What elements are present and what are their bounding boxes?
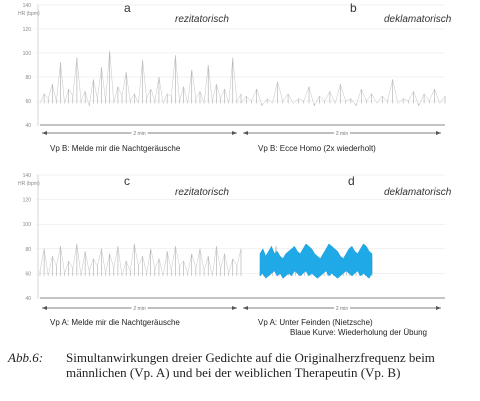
- panel-d-duration-arrowhead-left: [243, 306, 248, 310]
- panel-c-ytick-120: 120: [22, 197, 31, 204]
- panel-b-duration-arrowhead-left: [243, 131, 248, 135]
- panel-c-duration-label: 2 min: [133, 306, 146, 312]
- panel-c-ytick-80: 80: [25, 246, 31, 253]
- panel-a-duration-arrowhead-right: [232, 131, 237, 135]
- panel-d-letter: d: [348, 174, 355, 188]
- panel-a-letter: a: [124, 1, 131, 15]
- panel-a-ytick-80: 80: [25, 75, 31, 81]
- panel-d-caption-sub: Blaue Kurve: Wiederholung der Übung: [290, 328, 427, 337]
- panel-a-ytick-40: 40: [25, 123, 31, 129]
- panel-c-caption: Vp A: Melde mir die Nachtgeräusche: [50, 318, 180, 327]
- panel-a-series0-line: [40, 51, 241, 106]
- panel-c-ytick-60: 60: [25, 271, 31, 278]
- panel-b-duration-label: 2 min: [335, 131, 349, 137]
- panel-d-caption: Vp A: Unter Feinden (Nietzsche): [258, 318, 373, 327]
- panel-a-ytick-120: 120: [22, 27, 31, 33]
- panel-c-ytick-140: 140: [22, 173, 31, 179]
- panel-d-style-label: deklamatorisch: [384, 187, 452, 198]
- panel-a-ytick-140: 140: [22, 3, 31, 9]
- panel-b-duration-arrowhead-right: [436, 131, 441, 135]
- figure-caption-text: Simultanwirkungen dreier Gedichte auf die Originalherzfrequenz beim männlichen (Vp. A) und bei der weiblichen Therapeutin (Vp. B): [66, 350, 435, 380]
- panel-a-ytick-60: 60: [25, 99, 31, 105]
- panel-a-style-label: rezitatorisch: [175, 14, 229, 25]
- panel-d-duration-arrowhead-right: [436, 306, 441, 310]
- panel-a-duration-arrowhead-left: [42, 131, 47, 135]
- panel-a-duration-label: 2 min: [133, 131, 146, 137]
- panel-a-ytick-100: 100: [22, 51, 31, 57]
- panel-c-style-label: rezitatorisch: [175, 187, 229, 198]
- panel-c-ytick-40: 40: [25, 296, 31, 302]
- figure-caption-label: Abb.6:: [8, 350, 44, 365]
- panel-c-letter: c: [124, 174, 130, 188]
- panel-d-duration-label: 2 min: [335, 306, 349, 312]
- panel-b-caption: Vp B: Ecce Homo (2x wiederholt): [258, 144, 376, 153]
- panel-b-series0-line: [241, 79, 445, 105]
- panel-c-duration-arrowhead-right: [232, 306, 237, 310]
- panel-c-duration-arrowhead-left: [42, 306, 47, 310]
- panel-a-ylabel: HR (bpm): [18, 11, 40, 17]
- panel-d-series1-band: [260, 244, 372, 278]
- panel-b-style-label: deklamatorisch: [384, 14, 452, 25]
- panel-a-caption: Vp B: Melde mir die Nachtgeräusche: [50, 144, 181, 153]
- panel-c-ytick-100: 100: [22, 222, 31, 229]
- panel-c-ylabel: HR (bpm): [18, 181, 40, 187]
- panel-b-letter: b: [350, 1, 357, 15]
